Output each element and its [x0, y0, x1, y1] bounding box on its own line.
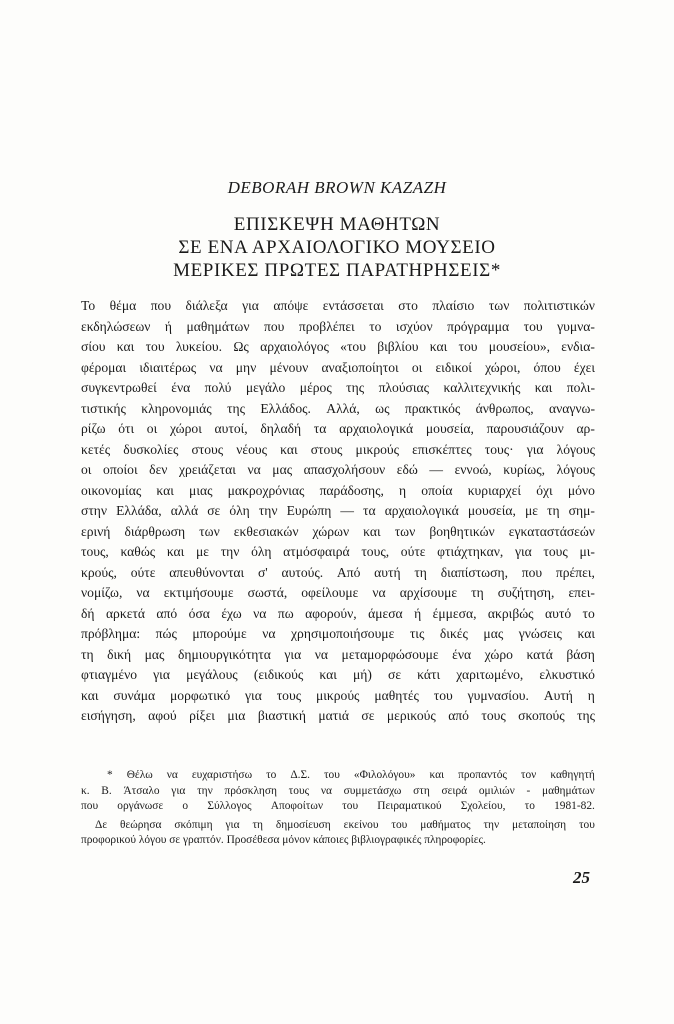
body-line: τη δική μας δημιουργικότητα για να μεταμορφώσουμε ένα χώρο κατά βάση — [81, 646, 595, 662]
footnote-line: που οργάνωσε ο Σύλλογος Αποφοίτων του Πειραματικού Σχολείου, το 1981-82. — [81, 800, 595, 812]
footnote-line: προφορικού λόγου σε γραπτόν. Προσέθεσα μόνον κάποιες βιβλιογραφικές πληροφορίες. — [81, 834, 486, 846]
title-line: ΣΕ ΕΝΑ ΑΡΧΑΙΟΛΟΓΙΚΟ ΜΟΥΣΕΙΟ — [178, 237, 496, 258]
body-line: φέρομαι ιδιαιτέρως να μην μένουν αναξιοποίητοι οι ειδικοί χώροι, όπου έχει — [81, 359, 595, 375]
body-line: Το θέμα που διάλεξα για απόψε εντάσσεται στο πλαίσιο των πολιτιστικών — [81, 298, 595, 313]
body-line: σίου και του λυκείου. Ως αρχαιολόγος «του βιβλίου και του μουσείου», ενδια- — [81, 339, 595, 354]
body-line: νομίζω, να εκτιμήσουμε σωστά, οφείλουμε να αρχίσουμε τη συζήτηση, επει- — [81, 585, 595, 600]
body-line: εισήγηση, αφού ρίξει μια βιαστική ματιά σε μερικούς από τους σκοπούς της — [81, 708, 595, 723]
footnote-line: κ. Β. Άτσαλο για την πρόσκληση τους να συμμετάσχω στη σειρά ομιλιών - μαθημάτων — [81, 784, 595, 797]
body-line: ερινή διάρθρωση των εκθεσιακών χώρων και των βοηθητικών εγκαταστάσεών — [81, 523, 595, 539]
body-line: συγκεντρωθεί ένα πολύ μεγάλο μέρος της πλούσιας καλλιτεχνικής και πολι- — [81, 380, 595, 395]
body-line: φτιαγμένο για μεγάλους (ειδικούς και μή) σε κάτι χαριτωμένο, ελκυστικό — [81, 667, 595, 682]
article-title — [0, 213, 674, 282]
footnote-line: * Θέλω να ευχαριστήσω το Δ.Σ. του «Φιλολόγου» και προπαντός τον καθηγητή — [107, 769, 595, 781]
body-line: κετές δυσκολίες στους νέους και στους μικρούς επισκέπτες τους· για λόγους — [81, 441, 595, 457]
body-line: ρίζω ότι οι χώροι αυτοί, δηλαδή τα αρχαιολογικά μουσεία, παρουσιάζουν αρ- — [81, 421, 595, 436]
body-line: οι οποίοι δεν χρειάζεται να μας απασχολήσουν εδώ — εννοώ, κυρίως, λόγους — [81, 462, 595, 477]
body-line: τιστικής κληρονομιάς της Ελλάδος. Αλλά, ως πρακτικός άνθρωπος, αναγνω- — [81, 400, 595, 416]
page-number: 25 — [573, 868, 590, 887]
body-line: οικονομίας και μιας μακροχρόνιας παράδοσης, η οποία κυριαρχεί όχι μόνο — [81, 482, 595, 498]
title-line: ΜΕΡΙΚΕΣ ΠΡΩΤΕΣ ΠΑΡΑΤΗΡΗΣΕΙΣ* — [173, 260, 501, 281]
footnotes — [81, 768, 595, 849]
body-line: εκδηλώσεων ή μαθημάτων που προβλέπει το ισχύον πρόγραμμα του γυμνα- — [81, 318, 595, 334]
author-name: DEBORAH BROWN KAZAZH — [227, 178, 447, 197]
title-line: ΕΠΙΣΚΕΨΗ ΜΑΘΗΤΩΝ — [233, 214, 441, 235]
body-line: δή αρκετά από όσα έχω να πω αφορούν, άμεσα ή έμμεσα, ακριβώς αυτό το — [81, 605, 595, 621]
body-line: στην Ελλάδα, αλλά σε όλη την Ευρώπη — τα αρχαιολογικά μουσεία, με τη σημ- — [81, 503, 595, 518]
footnote-line: Δε θεώρησα σκόπιμη για τη δημοσίευση εκείνου του μαθήματος την μεταποίηση του — [95, 818, 595, 831]
body-line: τους, καθώς και με την όλη ατμόσφαιρά τους, ούτε φτιάχτηκαν, για τους μι- — [81, 544, 595, 559]
body-line: κρούς, ούτε απευθύνονται σ' αυτούς. Από αυτή τη διαπίστωση, που πρέπει, — [81, 564, 595, 580]
body-text — [81, 296, 595, 727]
body-line: και συνάμα μορφωτικό για τους μικρούς μαθητές του γυμνασίου. Αυτή η — [81, 687, 595, 703]
body-line: πρόβλημα: πώς μπορούμε να χρησιμοποιήσουμε τις δικές μας γνώσεις και — [81, 626, 595, 641]
